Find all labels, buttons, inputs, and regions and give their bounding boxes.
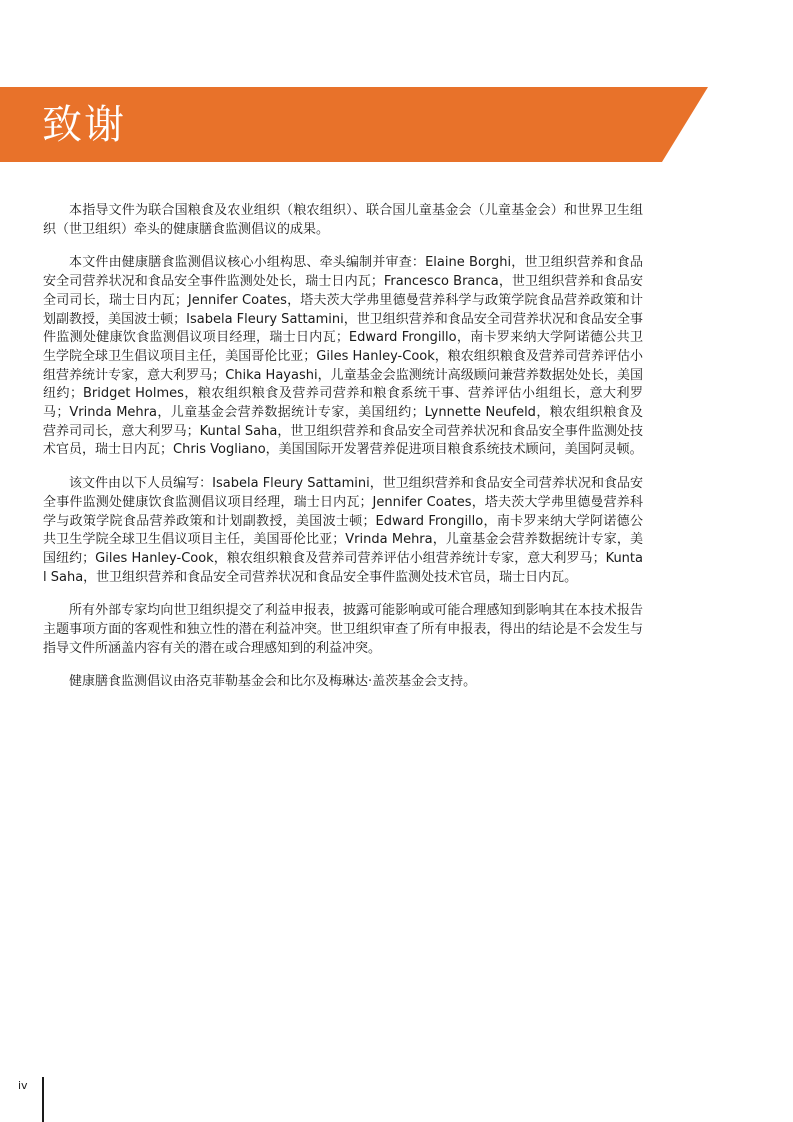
paragraph-funding: 健康膳食监测倡议由洛克菲勒基金会和比尔及梅琳达·盖茨基金会支持。 [69,674,477,690]
acknowledgements-body [43,202,643,707]
page-title: 致谢 [42,102,126,148]
footer-divider [42,1077,44,1122]
paragraph-conflict-of-interest: 所有外部专家均向世卫组织提交了利益申报表，披露可能影响或可能合理感知到影响其在本技术报告主题事项方面的客观性和独立性的潜在利益冲突。世卫组织审查了所有申报表，得出的结论是不会发生与指导文件所涵盖内容有关的潜在或合理感知到的利益冲突。 [43,603,643,656]
paragraph-core-group: 本文件由健康膳食监测倡议核心小组构思、牵头编制并审查：Elaine Borghi，世卫组织营养和食品安全司营养状况和食品安全事件监测处处长，瑞士日内瓦；Francesco Branca，世卫组织营养和食品安全司司长，瑞士日内瓦；Jennifer Coates，塔夫茨大学弗里德曼营养科学与政策学院食品营养政策和计划副教授，美国波士顿；Isabela Fleury Sattamini，世卫组织营养和食品安全司营养状况和食品安全事件监测处健康饮食监测倡议项目经理，瑞士日内瓦；Edward Frongillo，南卡罗来纳大学阿诺德公共卫生学院全球卫生倡议项目主任，美国哥伦比亚；Giles Hanley-Cook，粮农组织粮食及营养司营养评估小组营养统计专家，意大利罗马；Chika Hayashi，儿童基金会监测统计高级顾问兼营养数据处处长，美国纽约；Bridget Holmes，粮农组织粮食及营养司营养和粮食系统干事、营养评估小组组长，意大利罗马；Vrinda Mehra，儿童基金会营养数据统计专家，美国纽约；Lynnette Neufeld，粮农组织粮食及营养司司长，意大利罗马；Kuntal Saha，世卫组织营养和食品安全司营养状况和食品安全事件监测处技术官员，瑞士日内瓦；Chris Vogliano，美国国际开发署营养促进项目粮食系统技术顾问，美国阿灵顿。 [43,255,643,458]
paragraph-authors: 该文件由以下人员编写：Isabela Fleury Sattamini，世卫组织营养和食品安全司营养状况和食品安全事件监测处健康饮食监测倡议项目经理，瑞士日内瓦；Jennifer Coates，塔夫茨大学弗里德曼营养科学与政策学院食品营养政策和计划副教授，美国波士顿；Edward Frongillo，南卡罗来纳大学阿诺德公共卫生学院全球卫生倡议项目主任，美国哥伦比亚；Vrinda Mehra，儿童基金会营养数据统计专家，美国纽约；Giles Hanley-Cook，粮农组织粮食及营养司营养评估小组营养统计专家，意大利罗马；Kuntal Saha，世卫组织营养和食品安全司营养状况和食品安全事件监测处技术官员，瑞士日内瓦。 [43,476,643,585]
paragraph-intro: 本指导文件为联合国粮食及农业组织（粮农组织）、联合国儿童基金会（儿童基金会）和世界卫生组织（世卫组织）牵头的健康膳食监测倡议的成果。 [43,203,643,237]
page-number: iv [18,1079,28,1092]
